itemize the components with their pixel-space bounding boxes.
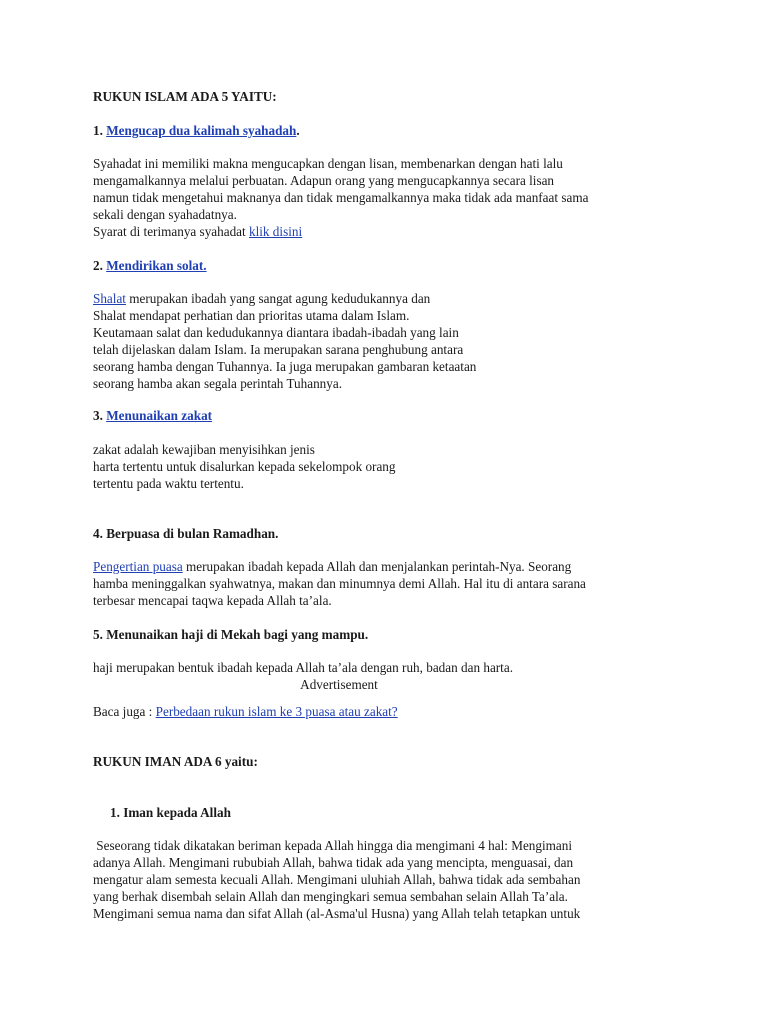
item4-heading: 4. Berpuasa di bulan Ramadhan. <box>93 526 279 541</box>
shalat-link[interactable]: Shalat <box>93 291 126 306</box>
item2-paragraph <box>93 290 693 392</box>
item1-paragraph <box>93 155 693 240</box>
rukun-islam-heading: RUKUN ISLAM ADA 5 YAITU: <box>93 89 277 104</box>
item5-paragraph <box>93 659 693 676</box>
item2-number: 2. <box>93 258 103 273</box>
item4-paragraph <box>93 558 693 609</box>
item2-heading <box>93 257 693 274</box>
item4-line: hamba meninggalkan syahwatnya, makan dan minumnya demi Allah. Hal itu di antara sarana <box>93 576 586 591</box>
baca-juga-label: Baca juga : <box>93 704 156 719</box>
item3-paragraph <box>93 441 693 492</box>
item3-line: tertentu pada waktu tertentu. <box>93 476 244 491</box>
iman-item1-heading: 1. Iman kepada Allah <box>110 805 231 820</box>
klik-disini-link[interactable]: klik disini <box>249 224 303 239</box>
iman-line: yang berhak disembah selain Allah dan mengingkari semua sembahan selain Allah Ta’ala. <box>93 889 568 904</box>
item1-suffix: . <box>296 123 300 138</box>
iman-line: mengatur alam semesta kecuali Allah. Mengimani uluhiah Allah, bahwa tidak ada sembahan <box>93 872 581 887</box>
item2-line: telah dijelaskan dalam Islam. Ia merupakan sarana penghubung antara <box>93 342 464 357</box>
item3-line: zakat adalah kewajiban menyisihkan jenis <box>93 442 315 457</box>
item3-link[interactable]: Menunaikan zakat <box>106 408 213 423</box>
item1-line: Syahadat ini memiliki makna mengucapkan dengan lisan, membenarkan dengan hati lalu <box>93 156 563 171</box>
item2-line: seorang hamba akan segala perintah Tuhannya. <box>93 376 343 391</box>
syarat-text: Syarat di terimanya syahadat <box>93 224 249 239</box>
iman-line: adanya Allah. Mengimani rububiah Allah, bahwa tidak ada yang mencipta, menguasai, dan <box>93 855 574 870</box>
item2-line: seorang hamba dengan Tuhannya. Ia juga merupakan gambaran ketaatan <box>93 359 477 374</box>
item1-number: 1. <box>93 123 103 138</box>
item1-line: mengamalkannya melalui perbuatan. Adapun orang yang mengucapkannya secara lisan <box>93 173 555 188</box>
item4-line: terbesar mencapai taqwa kepada Allah ta’ala. <box>93 593 332 608</box>
iman-line: Mengimani semua nama dan sifat Allah (al-Asma'ul Husna) yang Allah telah tetapkan untuk <box>93 906 581 921</box>
iman-item1-paragraph <box>93 837 713 922</box>
item4-first-line <box>93 558 693 575</box>
item1-link[interactable]: Mengucap dua kalimah syahadah <box>106 123 297 138</box>
item5-heading: 5. Menunaikan haji di Mekah bagi yang mampu. <box>93 627 369 642</box>
item3-number: 3. <box>93 408 103 423</box>
item2-line: Shalat mendapat perhatian dan prioritas utama dalam Islam. <box>93 308 410 323</box>
item2-first-rest: merupakan ibadah yang sangat agung kedudukannya dan <box>125 291 431 306</box>
item5-line: haji merupakan bentuk ibadah kepada Allah ta’ala dengan ruh, badan dan harta. <box>93 660 513 675</box>
pengertian-puasa-link[interactable]: Pengertian puasa <box>93 559 183 574</box>
item2-line: Keutamaan salat dan kedudukannya diantara ibadah-ibadah yang lain <box>93 325 459 340</box>
item2-first-line <box>93 290 693 307</box>
baca-juga-link[interactable]: Perbedaan rukun islam ke 3 puasa atau zakat? <box>155 704 398 719</box>
item4-first-rest: merupakan ibadah kepada Allah dan menjalankan perintah-Nya. Seorang <box>182 559 572 574</box>
syarat-line <box>93 223 693 240</box>
baca-juga <box>93 703 693 720</box>
iman-line: Seseorang tidak dikatakan beriman kepada Allah hingga dia mengimani 4 hal: Mengimani <box>93 838 573 853</box>
item3-line: harta tertentu untuk disalurkan kepada sekelompok orang <box>93 459 396 474</box>
rukun-iman-heading: RUKUN IMAN ADA 6 yaitu: <box>93 754 258 769</box>
item3-heading <box>93 407 693 424</box>
advertisement-label: Advertisement <box>300 677 378 692</box>
item1-line: namun tidak mengetahui maknanya dan tidak mengamalkannya maka tidak ada manfaat sama <box>93 190 589 205</box>
item1-heading <box>93 122 693 139</box>
item1-line: sekali dengan syahadatnya. <box>93 207 237 222</box>
item2-link[interactable]: Mendirikan solat. <box>106 258 207 273</box>
